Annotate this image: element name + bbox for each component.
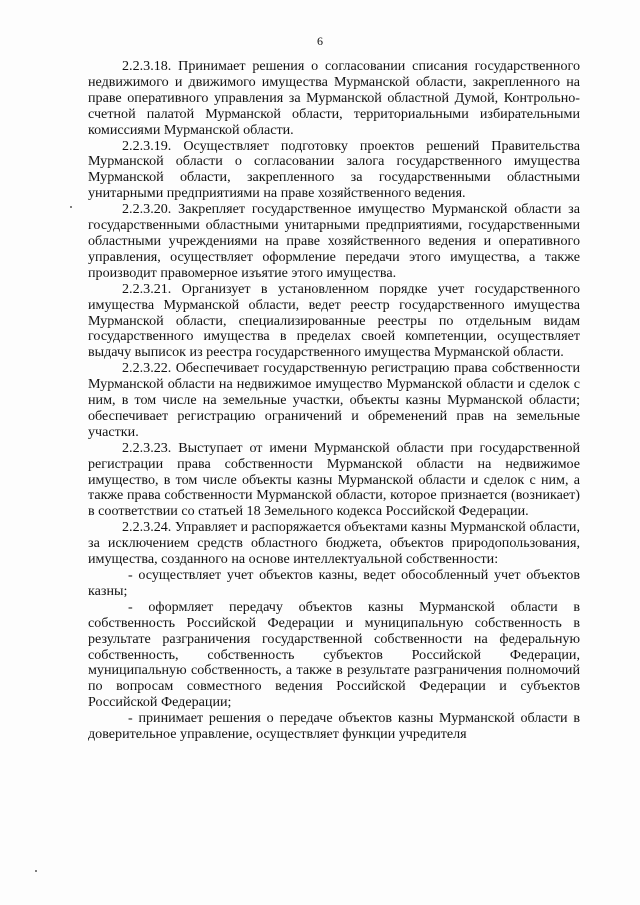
- paragraph-2-2-3-20: 2.2.3.20. Закрепляет государственное имущество Мурманской области за государственными областными унитарными предприятиями, государственными областными учреждениями на праве хозяйственного ведения и оперативного управления, осуществляет оформление передачи этого имущества, а также производит правомерное изъятие этого имущества.: [88, 201, 580, 281]
- list-item-accounting: - осуществляет учет объектов казны, ведет обособленный учет объектов казны;: [88, 567, 580, 599]
- scan-speck: [35, 870, 37, 872]
- paragraph-2-2-3-24: 2.2.3.24. Управляет и распоряжается объектами казны Мурманской области, за исключением средств областного бюджета, объектов природопользования, имущества, созданного на основе интеллектуальной собственности:: [88, 519, 580, 568]
- list-item-transfer: - оформляет передачу объектов казны Мурманской области в собственность Российской Федерации и муниципальную собственность в результате разграничения государственной собственности на федеральную собственность, собственность субъектов Российской Федерации, муниципальную собственность, а также в результате разграничения полномочий по вопросам совместного ведения Российской Федерации и субъектов Российской Федерации;: [88, 598, 580, 711]
- paragraph-2-2-3-19: 2.2.3.19. Осуществляет подготовку проектов решений Правительства Мурманской области о согласовании залога государственного имущества Мурманской области, закрепленного за государственными областными унитарными предприятиями на праве хозяйственного ведения.: [88, 137, 580, 202]
- page-number: 6: [317, 34, 323, 48]
- paragraph-2-2-3-18: 2.2.3.18. Принимает решения о согласовании списания государственного недвижимого и движимого имущества Мурманской области, закрепленного на праве оперативного управления за Мурманской областной Думой, Контрольно-счетной палатой Мурманской области, территориальными избирательными комиссиями Мурманской области.: [88, 58, 580, 138]
- list-item-trust-management: - принимает решения о передаче объектов казны Мурманской области в доверительное управление, осуществляет функции учредителя: [88, 710, 580, 743]
- document-body: [88, 59, 580, 743]
- paragraph-2-2-3-21: 2.2.3.21. Организует в установленном порядке учет государственного имущества Мурманской области, ведет реестр государственного имущества Мурманской области, специализированные реестры по отдельным видам государственного имущества в пределах своей компетенции, осуществляет выдачу выписок из реестра государственного имущества Мурманской области.: [88, 280, 580, 361]
- paragraph-2-2-3-22: 2.2.3.22. Обеспечивает государственную регистрацию права собственности Мурманской области на недвижимое имущество Мурманской области и сделок с ним, в том числе на земельные участки, объекты казны Мурманской области; обеспечивает регистрацию ограничений и обременений прав на земельные участки.: [88, 360, 580, 440]
- paragraph-2-2-3-23: 2.2.3.23. Выступает от имени Мурманской области при государственной регистрации права собственности Мурманской области на недвижимое имущество, в том числе объекты казны Мурманской области и сделок с ним, а также права собственности Мурманской области, которое признается (возникает) в соответствии со статьей 18 Земельного кодекса Российской Федерации.: [88, 439, 580, 520]
- scan-speck: [70, 206, 72, 208]
